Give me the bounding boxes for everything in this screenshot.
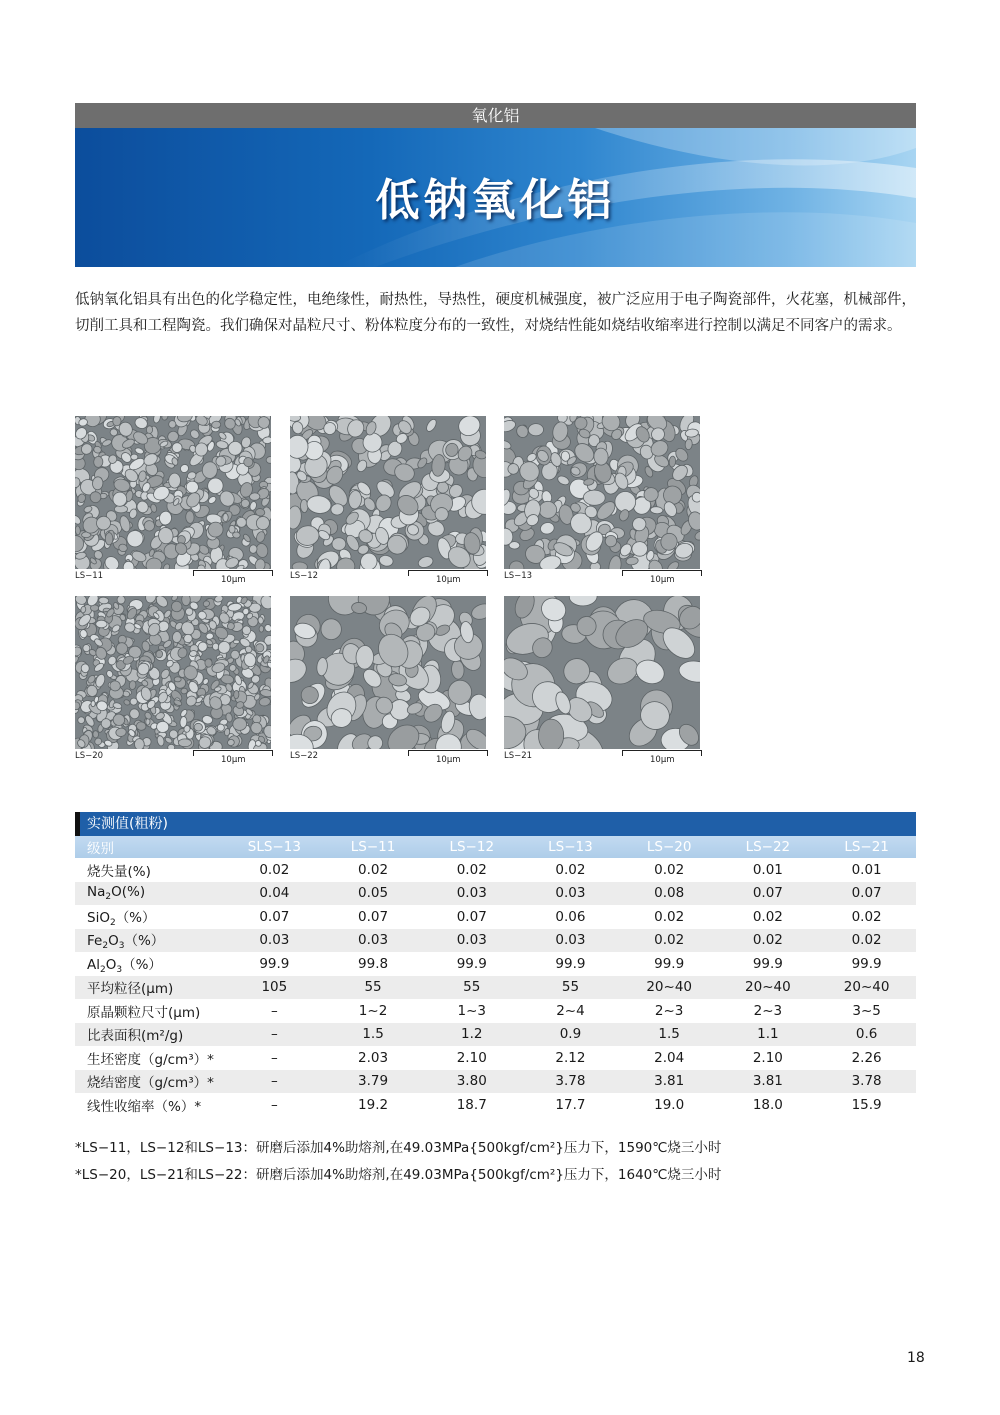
footnote-2: *LS−20，LS−21和LS−22：研磨后添加4%助熔剂,在49.03MPa{500kgf/cm²}压力下，1640℃烧三小时 xyxy=(75,1167,722,1183)
table-cell: 15.9 xyxy=(851,1096,882,1113)
sem-caption xyxy=(504,749,700,765)
table-cell: 0.07 xyxy=(456,908,487,925)
property-label: 生坯密度（g/cm³）* xyxy=(87,1051,214,1068)
table-cell: – xyxy=(270,1096,278,1113)
table-cell: 99.9 xyxy=(456,955,487,972)
sem-sample-label: LS−12 xyxy=(290,571,319,581)
table-cell: 0.02 xyxy=(752,908,783,925)
grade-header: LS−20 xyxy=(620,836,719,858)
property-label: $Fe_2O_3(\%)$ xyxy=(75,929,225,953)
table-cell: 0.08 xyxy=(620,882,719,906)
sem-image xyxy=(290,416,486,585)
table-title: 实测值(粗粉) xyxy=(75,812,916,836)
properties-table xyxy=(75,836,916,1117)
table-cell: 2.12 xyxy=(555,1049,586,1066)
sem-image xyxy=(75,416,271,585)
table-row xyxy=(75,1070,916,1094)
table-cell: 99.8 xyxy=(358,955,389,972)
table-cell: 55 xyxy=(324,976,423,1000)
table-cell: 0.03 xyxy=(422,882,521,906)
property-label: $Al_2O_3(\%)$ xyxy=(87,956,162,975)
table-cell: 0.07 xyxy=(358,908,389,925)
table-cell: 0.01 xyxy=(851,861,882,878)
sem-micrograph xyxy=(75,596,271,749)
property-label: 烧失量(%) xyxy=(87,863,151,880)
sem-caption xyxy=(75,749,271,765)
table-cell: 18.0 xyxy=(752,1096,783,1113)
table-cell: 20~40 xyxy=(620,976,719,1000)
table-cell: 2.10 xyxy=(752,1049,783,1066)
table-cell: 3.81 xyxy=(719,1070,818,1094)
grade-header: LS−11 xyxy=(324,836,423,858)
table-row xyxy=(75,929,916,953)
scale-label: 10μm xyxy=(650,575,675,585)
table-cell: 0.9 xyxy=(521,1023,620,1047)
page-number: 18 xyxy=(907,1350,925,1366)
table-cell: 99.9 xyxy=(555,955,586,972)
table-row xyxy=(75,952,916,976)
table-row xyxy=(75,858,916,882)
table-cell: 2~3 xyxy=(654,1002,684,1019)
table-cell: 1~2 xyxy=(358,1002,388,1019)
grade-header: LS−12 xyxy=(422,836,521,858)
table-cell: – xyxy=(225,1023,324,1047)
sem-sample-label: LS−21 xyxy=(504,751,533,761)
sem-caption xyxy=(504,569,700,585)
grade-column-header: 级别 xyxy=(75,836,225,858)
table-header-row xyxy=(75,836,916,858)
sem-sample-label: LS−11 xyxy=(75,571,104,581)
table-cell: 99.9 xyxy=(654,955,685,972)
table-cell: 0.02 xyxy=(851,908,882,925)
table-cell: 0.03 xyxy=(225,929,324,953)
intro-paragraph: 低钠氧化铝具有出色的化学稳定性，电绝缘性，耐热性，导热性，硬度机械强度，被广泛应用于电子陶瓷部件，火花塞，机械部件，切削工具和工程陶瓷。我们确保对晶粒尺寸、粉体粒度分布的一致性，对烧结性能如烧结收缩率进行控制以满足不同客户的需求。 xyxy=(75,292,916,334)
table-cell: 2.04 xyxy=(654,1049,685,1066)
table-cell: 105 xyxy=(225,976,324,1000)
category-header: 氧化铝 xyxy=(75,103,916,128)
table-cell: 1.1 xyxy=(719,1023,818,1047)
grade-header: LS−22 xyxy=(719,836,818,858)
table-row xyxy=(75,976,916,1000)
table-cell: 19.2 xyxy=(358,1096,389,1113)
scale-label: 10μm xyxy=(221,755,246,765)
table-cell: 0.02 xyxy=(358,861,389,878)
table-cell: 0.06 xyxy=(555,908,586,925)
table-cell: 2~3 xyxy=(753,1002,783,1019)
grade-header: LS−13 xyxy=(521,836,620,858)
table-cell: 0.01 xyxy=(752,861,783,878)
table-cell: 2~4 xyxy=(556,1002,585,1019)
table-cell: – xyxy=(270,1002,278,1019)
page-title: 低钠氧化铝 xyxy=(375,175,616,226)
table-row xyxy=(75,905,916,929)
table-cell: 0.02 xyxy=(817,929,916,953)
table-cell: 0.02 xyxy=(456,861,487,878)
table-cell: 0.04 xyxy=(225,882,324,906)
table-cell: 0.05 xyxy=(324,882,423,906)
sem-image xyxy=(75,596,271,765)
sem-micrograph xyxy=(504,416,700,569)
table-row xyxy=(75,1093,916,1117)
sem-image xyxy=(504,416,700,585)
table-cell: 0.02 xyxy=(654,861,685,878)
sem-micrograph xyxy=(290,596,486,749)
table-cell: 99.9 xyxy=(851,955,882,972)
table-cell: 20~40 xyxy=(719,976,818,1000)
table-cell: 0.02 xyxy=(620,929,719,953)
sem-caption xyxy=(75,569,271,585)
sem-image xyxy=(504,596,700,765)
table-cell: – xyxy=(225,1070,324,1094)
table-cell: 1.5 xyxy=(324,1023,423,1047)
table-cell: 0.07 xyxy=(259,908,290,925)
table-cell: 99.9 xyxy=(752,955,783,972)
table-cell: 3.79 xyxy=(324,1070,423,1094)
table-cell: 20~40 xyxy=(817,976,916,1000)
table-cell: 0.07 xyxy=(817,882,916,906)
table-cell: 1~3 xyxy=(457,1002,486,1019)
table-cell: 3.80 xyxy=(422,1070,521,1094)
scale-label: 10μm xyxy=(221,575,246,585)
table-cell: 99.9 xyxy=(259,955,290,972)
table-cell: 17.7 xyxy=(555,1096,586,1113)
table-cell: 0.02 xyxy=(719,929,818,953)
table-cell: 1.5 xyxy=(620,1023,719,1047)
table-cell: 0.03 xyxy=(422,929,521,953)
table-row xyxy=(75,882,916,906)
sem-image xyxy=(290,596,486,765)
table-row xyxy=(75,1023,916,1047)
footnote-1: *LS−11，LS−12和LS−13：研磨后添加4%助熔剂,在49.03MPa{500kgf/cm²}压力下，1590℃烧三小时 xyxy=(75,1140,722,1156)
table-cell: 3.81 xyxy=(620,1070,719,1094)
sem-sample-label: LS−20 xyxy=(75,751,104,761)
title-banner xyxy=(75,128,916,267)
table-cell: 3.78 xyxy=(817,1070,916,1094)
scale-label: 10μm xyxy=(650,755,675,765)
table-row xyxy=(75,999,916,1023)
property-label: 平均粒径(μm) xyxy=(75,976,225,1000)
property-label: 原晶颗粒尺寸(μm) xyxy=(87,1004,201,1021)
scale-label: 10μm xyxy=(436,575,461,585)
property-label: 烧结密度（g/cm³）* xyxy=(75,1070,225,1094)
table-cell: 1.2 xyxy=(422,1023,521,1047)
grade-header: SLS−13 xyxy=(225,836,324,858)
sem-micrograph xyxy=(290,416,486,569)
table-cell: 0.02 xyxy=(555,861,586,878)
sem-sample-label: LS−13 xyxy=(504,571,533,581)
table-cell: 3.78 xyxy=(521,1070,620,1094)
table-cell: 0.6 xyxy=(817,1023,916,1047)
sem-caption xyxy=(290,749,486,765)
property-label: 线性收缩率（%）* xyxy=(87,1098,202,1115)
scale-label: 10μm xyxy=(436,755,461,765)
sem-micrograph xyxy=(75,416,271,569)
sem-caption xyxy=(290,569,486,585)
table-cell: 3~5 xyxy=(852,1002,881,1019)
table-cell: 0.07 xyxy=(719,882,818,906)
table-cell: 0.02 xyxy=(259,861,290,878)
table-cell: 0.03 xyxy=(521,929,620,953)
table-cell: 55 xyxy=(422,976,521,1000)
table-cell: 55 xyxy=(521,976,620,1000)
sem-micrograph xyxy=(504,596,700,749)
table-cell: 2.26 xyxy=(851,1049,882,1066)
property-label: SiO$_2$（%） xyxy=(87,909,156,928)
property-label: 比表面积(m²/g) xyxy=(75,1023,225,1047)
table-row xyxy=(75,1046,916,1070)
table-cell: 0.03 xyxy=(324,929,423,953)
table-cell: 2.03 xyxy=(358,1049,389,1066)
table-cell: 19.0 xyxy=(654,1096,685,1113)
property-label: $Na_2O(\%)$ xyxy=(75,882,225,906)
grade-header: LS−21 xyxy=(817,836,916,858)
table-cell: 2.10 xyxy=(456,1049,487,1066)
sem-sample-label: LS−22 xyxy=(290,751,319,761)
table-cell: 18.7 xyxy=(456,1096,487,1113)
table-cell: 0.02 xyxy=(654,908,685,925)
table-cell: 0.03 xyxy=(521,882,620,906)
table-cell: – xyxy=(270,1049,278,1066)
measured-values-table xyxy=(75,812,916,1117)
